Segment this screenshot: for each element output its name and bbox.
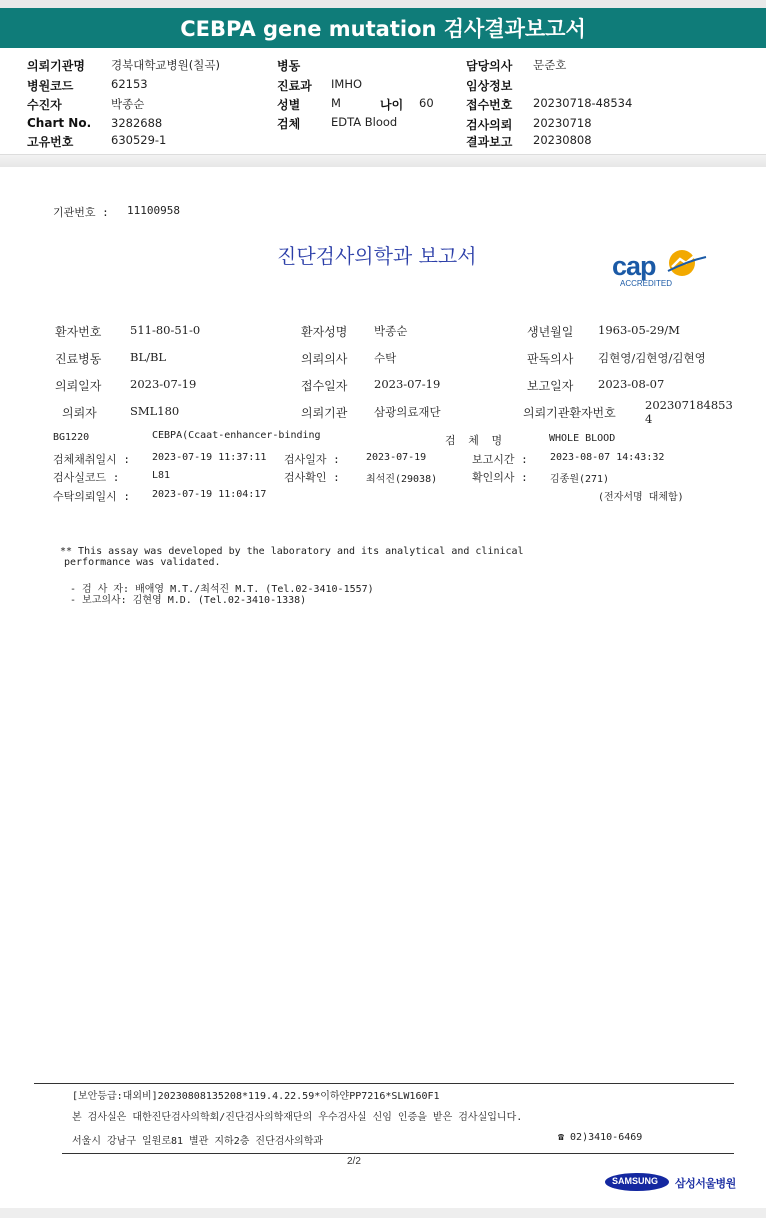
header-separator (0, 154, 766, 167)
institution-number-label: 기관번호 : (53, 206, 109, 219)
report-field-value: 2023-07-19 (374, 377, 441, 391)
header-value: 3282688 (111, 116, 163, 130)
report-field-value: 수탁 (374, 351, 397, 365)
cap-logo-subtext: ACCREDITED (620, 279, 673, 288)
header-value: 62153 (111, 77, 148, 91)
cap-logo-text: cap (612, 251, 656, 281)
detail-value: 2023-08-07 14:43:32 (550, 452, 665, 463)
header-label: 병동 (277, 59, 301, 73)
header-label: Chart No. (27, 116, 92, 130)
report-field-label: 의뢰자 (62, 406, 97, 420)
report-heading: 진단검사의학과 보고서 (277, 244, 477, 268)
detail-value: 2023-07-19 11:04:17 (152, 489, 267, 500)
detail-value: 김종원(271) (550, 474, 610, 485)
report-field-value: 박종순 (374, 324, 408, 338)
staff-line-tester: - 검 사 자: 배애영 M.T./최석진 M.T. (Tel.02-3410-1557) (70, 584, 374, 595)
header-value: EDTA Blood (331, 115, 398, 129)
detail-value: 2023-07-19 (366, 452, 427, 463)
phone-line: ☎ 02)3410-6469 (558, 1132, 643, 1143)
report-field-value: 202307184853 (645, 398, 733, 412)
header-value: 20230808 (533, 133, 592, 147)
report-field-label: 접수일자 (301, 379, 348, 393)
certification-line: 본 검사실은 대한진단검사의학회/진단검사의학재단의 우수검사실 신임 인증을 받은 검사실입니다. (72, 1112, 523, 1123)
header-value: 경북대학교병원(칠곡) (111, 58, 220, 72)
top-border (0, 0, 766, 8)
detail-label: 확인의사 : (472, 471, 528, 484)
report-field-value: BL/BL (130, 350, 167, 364)
header-value: 박종순 (111, 97, 145, 111)
report-field-value: 2023-07-19 (130, 377, 197, 391)
report-field-value: SML180 (130, 404, 180, 418)
report-field-label: 의뢰기관환자번호 (523, 406, 616, 420)
samsung-logo-text: SAMSUNG (612, 1176, 659, 1186)
assay-note-line2: performance was validated. (64, 557, 221, 568)
detail-label: 검사실코드 : (53, 471, 120, 484)
detail-value: 최석진(29038) (366, 474, 438, 485)
footer-top-rule (34, 1083, 734, 1084)
test-name: CEBPA(Ccaat-enhancer-binding (152, 430, 321, 441)
report-field-value: 511-80-51-0 (130, 323, 201, 337)
detail-label: 검사확인 : (284, 471, 340, 484)
report-title: CEBPA gene mutation 검사결과보고서 (180, 17, 586, 41)
header-label: 검사의뢰 (466, 118, 513, 132)
report-field-label: 의뢰일자 (55, 379, 102, 393)
header-label: 성별 (277, 98, 301, 112)
specimen-label: 검 체 명 (445, 434, 506, 447)
header-label: 임상정보 (466, 79, 513, 93)
header-label: 검체 (277, 117, 301, 131)
header-label: 의뢰기관명 (27, 59, 85, 73)
footer-bottom-rule (62, 1153, 734, 1154)
detail-label: 검사일자 : (284, 453, 340, 466)
staff-line-reporter: - 보고의사: 김현영 M.D. (Tel.02-3410-1338) (70, 595, 307, 606)
header-value: M (331, 96, 341, 110)
header-label: 진료과 (277, 79, 312, 93)
header-value: 20230718-48534 (533, 96, 633, 110)
report-field-label: 진료병동 (55, 352, 102, 366)
samsung-logo (604, 1172, 670, 1192)
header-label: 접수번호 (466, 98, 513, 112)
address-line: 서울시 강남구 일원로81 별관 지하2층 진단검사의학과 (72, 1136, 324, 1147)
header-value: 문준호 (533, 58, 567, 72)
report-field-value: 김현영/김현영/김현영 (598, 351, 706, 365)
report-field-label: 환자성명 (301, 325, 348, 339)
age-value: 60 (419, 96, 434, 110)
bottom-border (0, 1208, 766, 1218)
hospital-name: 삼성서울병원 (675, 1177, 736, 1190)
cap-accredited-logo (610, 247, 710, 291)
header-label: 고유번호 (27, 135, 74, 149)
detail-value: L81 (152, 470, 171, 481)
report-field-label: 생년월일 (527, 325, 574, 339)
detail-label: 수탁의뢰일시 : (53, 490, 131, 503)
header-label: 수진자 (27, 98, 62, 112)
report-field-label: 의뢰의사 (301, 352, 348, 366)
page-number: 2/2 (347, 1156, 361, 1167)
header-value: IMHO (331, 77, 363, 91)
age-label: 나이 (380, 98, 404, 112)
header-value: 20230718 (533, 116, 592, 130)
institution-number: 11100958 (127, 204, 180, 217)
report-field-label: 보고일자 (527, 379, 574, 393)
report-field-value: 삼광의료재단 (374, 405, 441, 419)
detail-label: 검체채취일시 : (53, 453, 131, 466)
report-field-label: 판독의사 (527, 352, 574, 366)
header-label: 병원코드 (27, 79, 74, 93)
report-field-value: 1963-05-29/M (598, 323, 680, 337)
header-label: 담당의사 (466, 59, 513, 73)
header-label: 결과보고 (466, 135, 513, 149)
report-field-label: 의뢰기관 (301, 406, 348, 420)
report-field-value: 2023-08-07 (598, 377, 665, 391)
report-field-label: 환자번호 (55, 325, 102, 339)
specimen-value: WHOLE BLOOD (549, 433, 616, 444)
electronic-signature-note: (전자서명 대체함) (598, 492, 684, 503)
report-field-value-cont: 4 (645, 412, 653, 426)
detail-label: 보고시간 : (472, 453, 528, 466)
report-title-bar (0, 8, 766, 48)
header-value: 630529-1 (111, 133, 167, 147)
test-code: BG1220 (53, 432, 90, 443)
detail-value: 2023-07-19 11:37:11 (152, 452, 267, 463)
security-line: [보안등급:대외비]20230808135208*119.4.22.59*이하얀PP7216*SLW160F1 (72, 1091, 440, 1102)
assay-note-line1: ** This assay was developed by the laboratory and its analytical and clinical (60, 546, 524, 557)
